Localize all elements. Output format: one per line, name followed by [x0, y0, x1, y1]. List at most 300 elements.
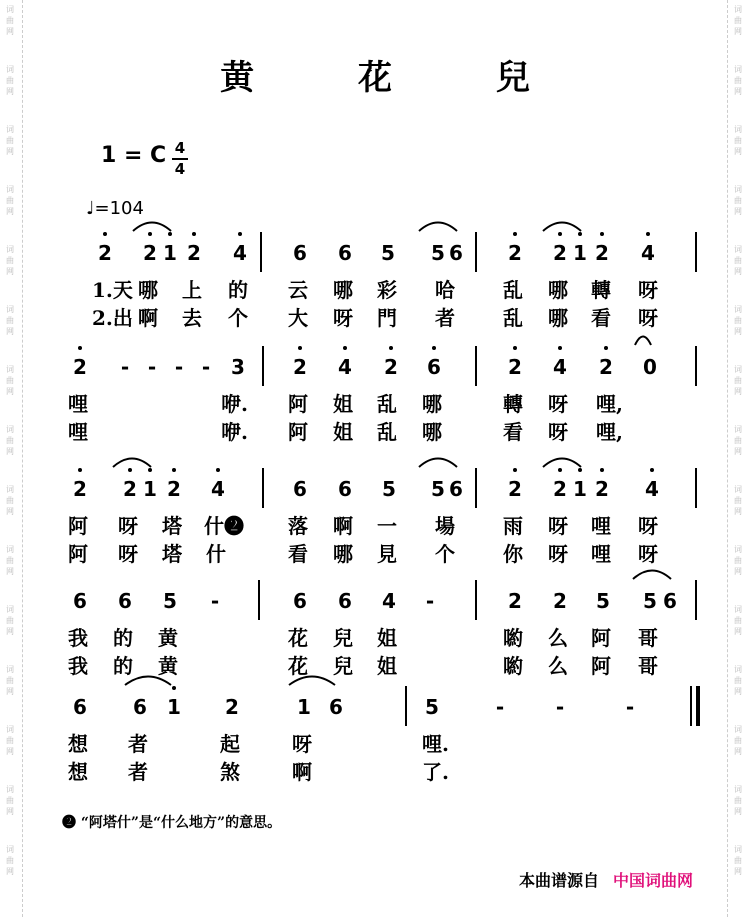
lyric-verse-2: 阿: [288, 420, 308, 444]
octave-dot: [298, 346, 302, 350]
watermark-text: [3, 304, 17, 337]
note: 1: [163, 241, 177, 265]
note: 4: [233, 241, 247, 265]
note: 5: [643, 589, 657, 613]
note: 6: [338, 241, 352, 265]
note: 2: [73, 477, 87, 501]
tie-arc: [632, 566, 672, 580]
lyric-verse-2: 哪: [548, 306, 568, 330]
lyric-verse-2: 啊: [292, 760, 312, 784]
lyric-verse-2: 阿: [591, 654, 611, 678]
watermark-text: [731, 784, 745, 817]
bar-line: [475, 346, 477, 386]
watermark-text: [3, 664, 17, 697]
watermark-char: 词: [6, 365, 14, 374]
watermark-char: 词: [734, 665, 742, 674]
note: 6: [663, 589, 677, 613]
watermark-text: [731, 184, 745, 217]
watermark-char: 网: [6, 87, 14, 96]
lyric-verse-1: 哪: [548, 278, 568, 302]
watermark-char: 曲: [6, 256, 14, 265]
watermark-char: 词: [734, 125, 742, 134]
note: 4: [645, 477, 659, 501]
lyric-verse-1: 阿: [68, 514, 88, 538]
lyric-verse-1: 呀: [548, 514, 568, 538]
tie-arc: [132, 218, 172, 232]
note: -: [174, 355, 184, 379]
watermark-char: 网: [734, 447, 742, 456]
watermark-char: 曲: [6, 16, 14, 25]
note: -: [555, 695, 565, 719]
note: 5: [163, 589, 177, 613]
watermark-char: 曲: [734, 796, 742, 805]
note: -: [495, 695, 505, 719]
lyric-verse-2: 乱: [503, 306, 523, 330]
key-signature: 1 = C: [101, 143, 167, 168]
watermark-char: 词: [6, 245, 14, 254]
lyric-verse-1: 1.天: [92, 278, 133, 302]
watermark-char: 词: [6, 845, 14, 854]
time-signature-bottom: 4: [174, 160, 186, 178]
lyric-verse-2: 去: [182, 306, 202, 330]
watermark-char: 曲: [6, 76, 14, 85]
watermark-char: 网: [734, 207, 742, 216]
time-signature: [172, 140, 188, 178]
watermark-char: 词: [734, 605, 742, 614]
lyric-verse-1: 者: [128, 732, 148, 756]
watermark-char: 词: [6, 665, 14, 674]
lyric-verse-2: 喲: [503, 654, 523, 678]
lyric-verse-2: 塔: [162, 542, 182, 566]
lyric-verse-2: 姐: [333, 420, 353, 444]
lyric-verse-1: 上: [182, 278, 202, 302]
lyric-verse-2: 見: [377, 542, 397, 566]
watermark-char: 网: [734, 87, 742, 96]
watermark-char: 网: [734, 327, 742, 336]
note: 6: [427, 355, 441, 379]
lyric-verse-2: 哥: [638, 654, 658, 678]
octave-dot: [558, 232, 562, 236]
lyric-verse-2: 想: [68, 760, 88, 784]
watermark-text: [3, 724, 17, 757]
note: 6: [329, 695, 343, 719]
note: -: [120, 355, 130, 379]
lyric-verse-1: 轉: [591, 278, 611, 302]
watermark-char: 曲: [6, 616, 14, 625]
octave-dot: [148, 468, 152, 472]
watermark-char: 曲: [734, 436, 742, 445]
tie-arc: [124, 672, 172, 686]
bar-line: [405, 686, 407, 726]
watermark-text: [3, 784, 17, 817]
lyric-verse-1: 起: [220, 732, 240, 756]
watermark-char: 网: [6, 807, 14, 816]
note: 6: [133, 695, 147, 719]
octave-dot: [646, 232, 650, 236]
lyric-verse-1: 黄: [158, 626, 178, 650]
lyric-verse-2: 哩: [68, 420, 88, 444]
time-signature-top: 4: [174, 139, 186, 157]
tie-arc: [418, 218, 458, 232]
octave-dot: [148, 232, 152, 236]
lyric-verse-2: 什: [206, 542, 226, 566]
octave-dot: [432, 346, 436, 350]
watermark-char: 词: [6, 125, 14, 134]
note: 2: [553, 477, 567, 501]
note: 4: [382, 589, 396, 613]
note: 6: [449, 477, 463, 501]
lyric-verse-2: 看: [503, 420, 523, 444]
watermark-char: 网: [734, 807, 742, 816]
note: -: [210, 589, 220, 613]
lyric-verse-2: 黄: [158, 654, 178, 678]
tie-arc: [542, 454, 582, 468]
lyric-verse-2: 者: [128, 760, 148, 784]
lyric-verse-1: 呀: [548, 392, 568, 416]
lyric-verse-2: 了.: [422, 760, 449, 784]
note: 2: [73, 355, 87, 379]
lyric-verse-1: 姐: [333, 392, 353, 416]
octave-dot: [558, 468, 562, 472]
octave-dot: [389, 346, 393, 350]
lyric-verse-2: 呀: [548, 420, 568, 444]
note: 1: [167, 695, 181, 719]
lyric-verse-1: 呀: [118, 514, 138, 538]
lyric-verse-2: 啊: [138, 306, 158, 330]
note: 2: [508, 355, 522, 379]
lyric-verse-1: 哩: [68, 392, 88, 416]
note: 1: [573, 477, 587, 501]
watermark-char: 曲: [734, 736, 742, 745]
note: 2: [508, 589, 522, 613]
tie-arc: [634, 332, 652, 346]
lyric-verse-1: 花: [288, 626, 308, 650]
watermark-strip-right: [727, 0, 750, 917]
octave-dot: [650, 468, 654, 472]
octave-dot: [578, 232, 582, 236]
note: 2: [595, 477, 609, 501]
credit-source-text: 本曲谱源自: [519, 871, 600, 890]
lyric-verse-1: 么: [548, 626, 568, 650]
watermark-char: 曲: [734, 76, 742, 85]
watermark-char: 网: [6, 447, 14, 456]
watermark-char: 网: [6, 327, 14, 336]
watermark-char: 网: [6, 507, 14, 516]
note: 6: [449, 241, 463, 265]
lyric-verse-2: 門: [377, 306, 397, 330]
note: 2: [595, 241, 609, 265]
lyric-verse-2: 兒: [333, 654, 353, 678]
watermark-char: 词: [6, 305, 14, 314]
note: 2: [98, 241, 112, 265]
lyric-verse-1: 啊: [333, 514, 353, 538]
note: 4: [641, 241, 655, 265]
lyric-verse-2: 呀: [333, 306, 353, 330]
lyric-verse-2: 我: [68, 654, 88, 678]
lyric-verse-2: 的: [113, 654, 133, 678]
source-credit: [519, 868, 693, 891]
watermark-text: [3, 4, 17, 37]
watermark-strip-left: [0, 0, 23, 917]
watermark-text: [731, 424, 745, 457]
watermark-char: 曲: [734, 256, 742, 265]
octave-dot: [578, 468, 582, 472]
lyric-verse-2: 哩,: [596, 420, 623, 444]
lyric-verse-1: 呀: [638, 514, 658, 538]
note: 5: [431, 477, 445, 501]
note: 4: [338, 355, 352, 379]
lyric-verse-2: 看: [288, 542, 308, 566]
watermark-text: [3, 604, 17, 637]
watermark-char: 曲: [734, 676, 742, 685]
lyric-verse-1: 的: [228, 278, 248, 302]
note: 2: [293, 355, 307, 379]
octave-dot: [172, 686, 176, 690]
lyric-verse-1: 喲: [503, 626, 523, 650]
note: 6: [338, 589, 352, 613]
watermark-text: [731, 664, 745, 697]
lyric-verse-1: 轉: [503, 392, 523, 416]
note: -: [425, 589, 435, 613]
lyric-verse-1: 哪: [138, 278, 158, 302]
lyric-verse-2: 阿: [68, 542, 88, 566]
watermark-text: [3, 364, 17, 397]
watermark-char: 词: [6, 485, 14, 494]
lyric-verse-2: 哪: [422, 420, 442, 444]
lyric-verse-2: 乱: [377, 420, 397, 444]
watermark-char: 词: [734, 185, 742, 194]
lyric-verse-1: 場: [435, 514, 455, 538]
lyric-verse-2: 呀: [118, 542, 138, 566]
watermark-text: [3, 544, 17, 577]
lyric-verse-1: 彩: [377, 278, 397, 302]
octave-dot: [343, 346, 347, 350]
watermark-char: 网: [6, 267, 14, 276]
watermark-text: [731, 724, 745, 757]
lyric-verse-2: 么: [548, 654, 568, 678]
lyric-verse-1: 塔: [162, 514, 182, 538]
watermark-text: [3, 244, 17, 277]
lyric-verse-1: 我: [68, 626, 88, 650]
note: 4: [211, 477, 225, 501]
watermark-char: 词: [734, 5, 742, 14]
octave-dot: [78, 468, 82, 472]
watermark-char: 词: [6, 5, 14, 14]
watermark-char: 网: [734, 747, 742, 756]
lyric-verse-1: 兒: [333, 626, 353, 650]
lyric-verse-1: 哩: [591, 514, 611, 538]
lyric-verse-1: 阿: [288, 392, 308, 416]
note: 1: [573, 241, 587, 265]
note: 5: [596, 589, 610, 613]
note: 2: [553, 589, 567, 613]
lyric-verse-1: 哩,: [596, 392, 623, 416]
bar-line: [695, 580, 697, 620]
note: 5: [382, 477, 396, 501]
watermark-char: 网: [734, 27, 742, 36]
watermark-char: 曲: [6, 856, 14, 865]
watermark-char: 词: [734, 725, 742, 734]
watermark-char: 曲: [734, 616, 742, 625]
watermark-char: 网: [734, 567, 742, 576]
watermark-char: 词: [734, 305, 742, 314]
lyric-verse-2: 哩: [591, 542, 611, 566]
lyric-verse-2: 2.出: [92, 306, 133, 330]
watermark-char: 网: [734, 147, 742, 156]
lyric-verse-1: 一: [377, 514, 397, 538]
watermark-text: [3, 484, 17, 517]
watermark-text: [3, 844, 17, 877]
note: 2: [225, 695, 239, 719]
note: 6: [73, 695, 87, 719]
lyric-verse-1: 阿: [591, 626, 611, 650]
octave-dot: [604, 346, 608, 350]
watermark-char: 词: [6, 785, 14, 794]
watermark-char: 词: [6, 425, 14, 434]
watermark-char: 曲: [734, 496, 742, 505]
lyric-verse-2: 你: [503, 542, 523, 566]
tie-arc: [112, 454, 152, 468]
lyric-verse-2: 哪: [333, 542, 353, 566]
lyric-verse-1: 呀: [292, 732, 312, 756]
watermark-char: 曲: [6, 136, 14, 145]
lyric-verse-1: 哩.: [422, 732, 449, 756]
bar-line: [695, 468, 697, 508]
watermark-char: 网: [734, 387, 742, 396]
song-title: 黄 花 兒: [220, 58, 576, 98]
bar-line: [695, 232, 697, 272]
watermark-text: [3, 184, 17, 217]
lyric-verse-1: 哥: [638, 626, 658, 650]
credit-site-link[interactable]: 中国词曲网: [613, 871, 694, 890]
octave-dot: [216, 468, 220, 472]
watermark-char: 词: [6, 185, 14, 194]
note: -: [147, 355, 157, 379]
watermark-char: 网: [6, 387, 14, 396]
watermark-char: 词: [734, 845, 742, 854]
watermark-char: 曲: [6, 736, 14, 745]
lyric-verse-2: 姐: [377, 654, 397, 678]
watermark-char: 曲: [6, 196, 14, 205]
bar-line: [262, 346, 264, 386]
note: 2: [143, 241, 157, 265]
lyric-verse-2: 个: [435, 542, 455, 566]
note: 5: [381, 241, 395, 265]
watermark-char: 网: [6, 147, 14, 156]
note: 4: [553, 355, 567, 379]
lyric-verse-2: 呀: [638, 306, 658, 330]
watermark-char: 网: [6, 687, 14, 696]
watermark-char: 词: [734, 485, 742, 494]
note: -: [625, 695, 635, 719]
lyric-verse-1: 咿.: [221, 392, 248, 416]
octave-dot: [192, 232, 196, 236]
tie-arc: [542, 218, 582, 232]
watermark-char: 词: [6, 605, 14, 614]
watermark-char: 词: [734, 245, 742, 254]
note: 3: [231, 355, 245, 379]
lyric-verse-2: 呀: [548, 542, 568, 566]
watermark-char: 词: [6, 65, 14, 74]
note: 2: [553, 241, 567, 265]
bar-line: [258, 580, 260, 620]
note: 2: [123, 477, 137, 501]
watermark-char: 网: [734, 687, 742, 696]
lyric-verse-1: 什❷: [204, 514, 244, 538]
octave-dot: [558, 346, 562, 350]
lyric-verse-2: 呀: [638, 542, 658, 566]
watermark-text: [731, 244, 745, 277]
lyric-verse-2: 个: [228, 306, 248, 330]
watermark-char: 网: [734, 267, 742, 276]
watermark-text: [3, 124, 17, 157]
watermark-char: 网: [6, 867, 14, 876]
watermark-char: 网: [6, 27, 14, 36]
note: 2: [599, 355, 613, 379]
octave-dot: [128, 468, 132, 472]
octave-dot: [513, 346, 517, 350]
octave-dot: [238, 232, 242, 236]
lyric-verse-1: 落: [288, 514, 308, 538]
note: 5: [431, 241, 445, 265]
note: 6: [338, 477, 352, 501]
lyric-verse-2: 者: [435, 306, 455, 330]
octave-dot: [172, 468, 176, 472]
watermark-char: 网: [734, 507, 742, 516]
octave-dot: [600, 468, 604, 472]
note: -: [201, 355, 211, 379]
lyric-verse-2: 花: [288, 654, 308, 678]
watermark-text: [731, 544, 745, 577]
note: 6: [293, 241, 307, 265]
octave-dot: [600, 232, 604, 236]
bar-line: [696, 686, 700, 726]
lyric-verse-1: 呀: [638, 278, 658, 302]
watermark-char: 词: [734, 545, 742, 554]
note: 2: [167, 477, 181, 501]
note: 6: [293, 589, 307, 613]
watermark-char: 曲: [6, 496, 14, 505]
watermark-char: 词: [734, 785, 742, 794]
watermark-char: 网: [6, 747, 14, 756]
footnote: ❷ “阿塔什”是“什么地方”的意思。: [62, 815, 282, 831]
lyric-verse-2: 看: [591, 306, 611, 330]
watermark-char: 词: [6, 545, 14, 554]
watermark-char: 曲: [734, 16, 742, 25]
tie-arc: [418, 454, 458, 468]
note: 0: [643, 355, 657, 379]
watermark-char: 网: [6, 627, 14, 636]
note: 2: [384, 355, 398, 379]
lyric-verse-1: 姐: [377, 626, 397, 650]
watermark-text: [731, 4, 745, 37]
bar-line: [260, 232, 262, 272]
watermark-char: 曲: [734, 136, 742, 145]
octave-dot: [103, 232, 107, 236]
lyric-verse-2: 咿.: [221, 420, 248, 444]
lyric-verse-1: 想: [68, 732, 88, 756]
watermark-char: 曲: [734, 856, 742, 865]
lyric-verse-1: 哪: [422, 392, 442, 416]
note: 6: [118, 589, 132, 613]
watermark-char: 曲: [734, 376, 742, 385]
tie-arc: [288, 672, 336, 686]
note: 2: [508, 477, 522, 501]
watermark-char: 曲: [734, 196, 742, 205]
watermark-char: 曲: [6, 436, 14, 445]
watermark-char: 曲: [734, 316, 742, 325]
lyric-verse-1: 的: [113, 626, 133, 650]
